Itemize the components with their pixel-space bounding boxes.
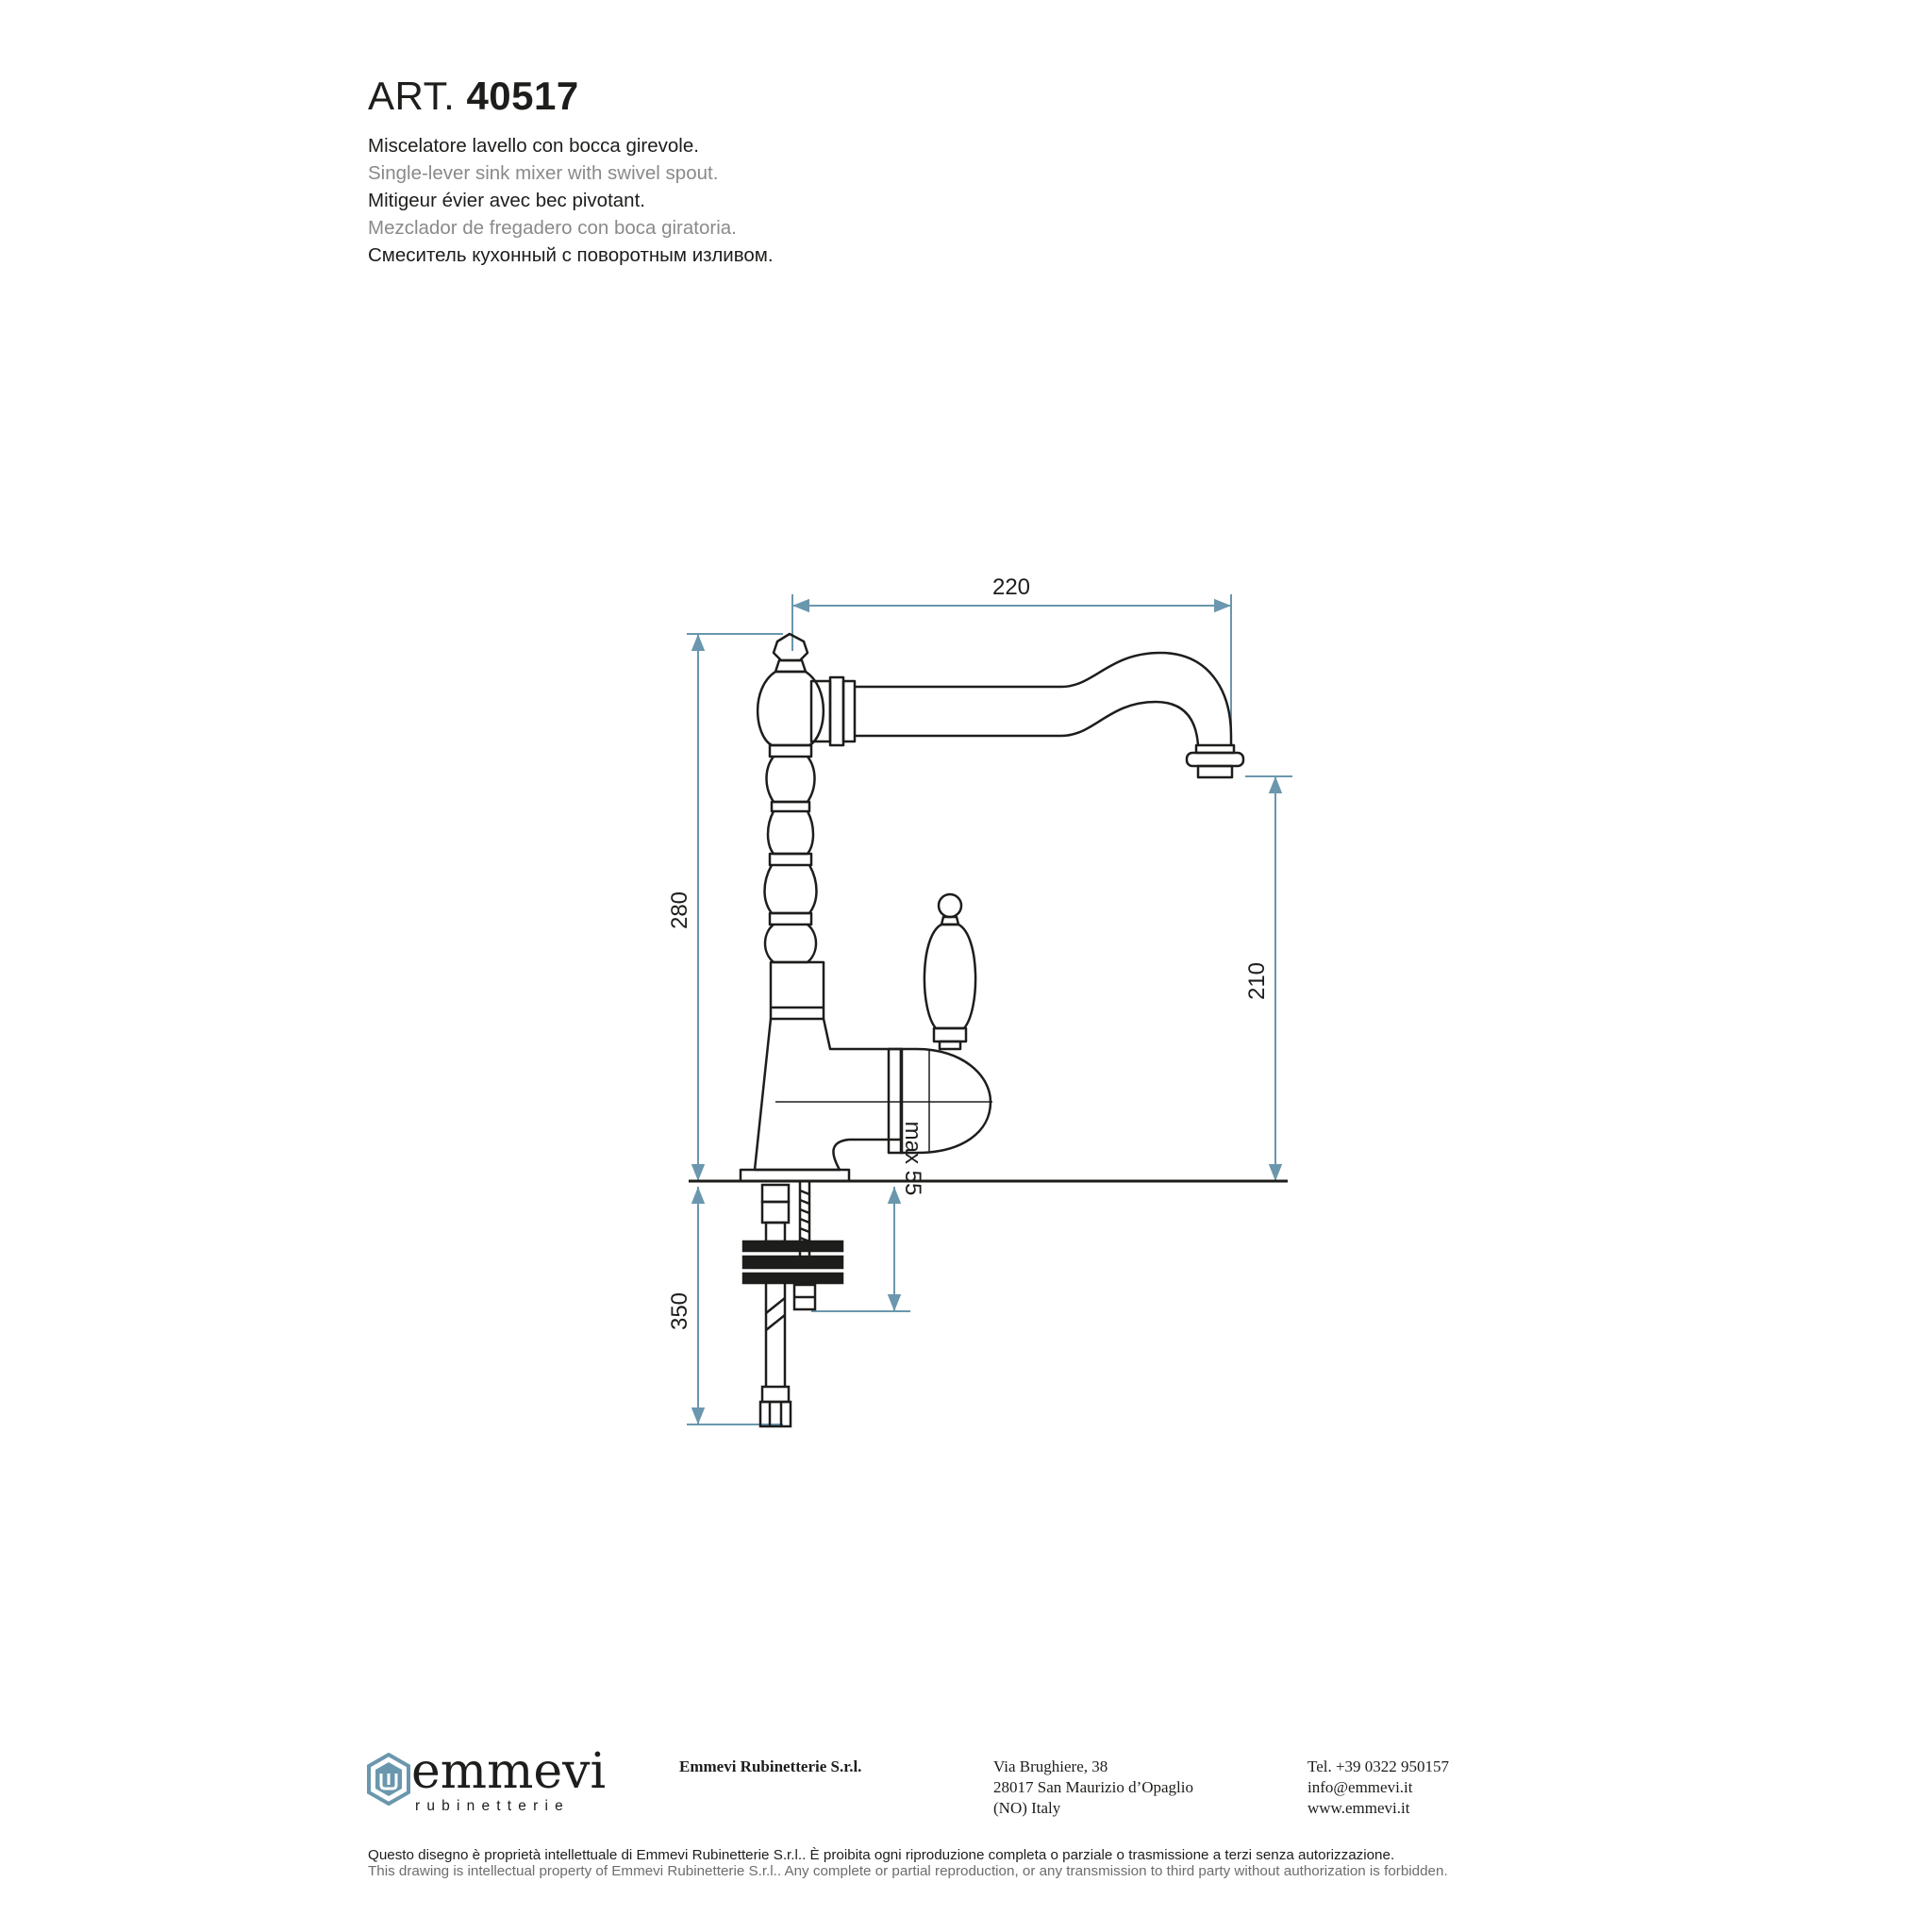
underdeck-hardware <box>743 1181 842 1426</box>
email-text: info@emmevi.it <box>1307 1778 1413 1796</box>
brand-name: emmevi <box>411 1743 607 1800</box>
legal-notice <box>368 1847 1448 1879</box>
description-fr: Mitigeur évier avec bec pivotant. <box>368 190 645 211</box>
address-line: (NO) Italy <box>993 1799 1061 1817</box>
description-es: Mezclador de fregadero con boca giratoria. <box>368 217 737 239</box>
dimension-lines <box>687 594 1292 1424</box>
art-label: ART. <box>368 74 456 118</box>
address-line: 28017 San Maurizio d’Opaglio <box>993 1778 1193 1796</box>
address-block <box>993 1757 1193 1819</box>
website-text: www.emmevi.it <box>1307 1799 1410 1817</box>
dim-max55-label: max 55 <box>900 1121 925 1196</box>
company-name: Emmevi Rubinetterie S.r.l. <box>679 1757 862 1775</box>
legal-notice-it: Questo disegno è proprietà intellettuale di Emmevi Rubinetterie S.r.l.. È proibita ogni riproduzione completa o parziale o trasmissione a terzi senza autorizzazione. <box>368 1847 1395 1863</box>
description-en: Single-lever sink mixer with swivel spout. <box>368 162 719 184</box>
dim-280-label: 280 <box>667 891 692 930</box>
description-ru: Смеситель кухонный с поворотным изливом. <box>368 244 774 266</box>
art-number: 40517 <box>466 74 579 118</box>
phone-text: Tel. +39 0322 950157 <box>1307 1757 1450 1775</box>
brand-subtitle: rubinetterie <box>415 1798 570 1814</box>
dim-210-label: 210 <box>1244 961 1270 1001</box>
dim-350-label: 350 <box>667 1291 692 1331</box>
legal-notice-en: This drawing is intellectual property of Emmevi Rubinetterie S.r.l.. Any complete or partial reproduction, or any transmission to third party without authorization is forbidden. <box>368 1863 1448 1879</box>
contact-block <box>1307 1757 1449 1819</box>
faucet-outline <box>689 634 1288 1181</box>
address-line: Via Brughiere, 38 <box>993 1757 1108 1775</box>
emmevi-logo-icon <box>366 1753 411 1806</box>
dim-220-label: 220 <box>991 575 1031 600</box>
description-it: Miscelatore lavello con bocca girevole. <box>368 135 699 157</box>
